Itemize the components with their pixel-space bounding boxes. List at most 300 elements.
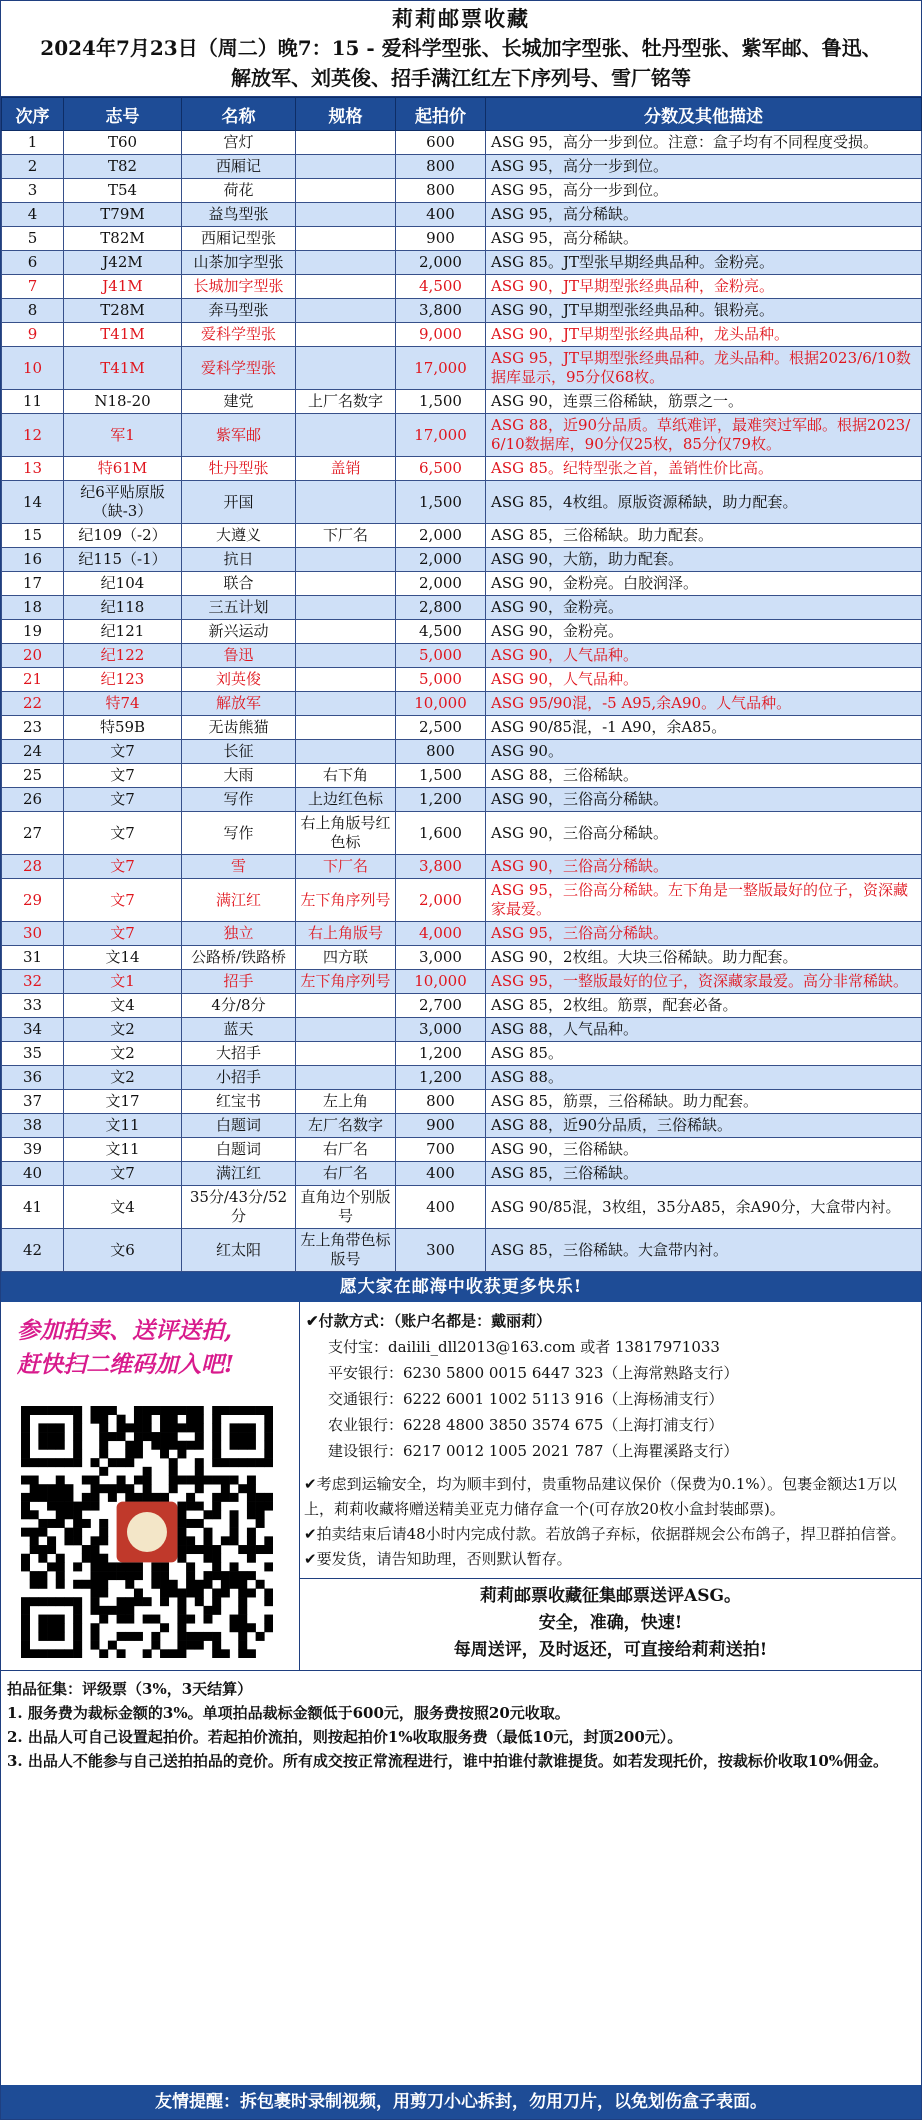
lot-description: ASG 95/90混，-5 A95,余A90。人气品种。 (486, 692, 922, 716)
promo-text (1, 1302, 299, 1382)
table-row (2, 740, 922, 764)
lot-start-price: 2,700 (396, 994, 486, 1018)
lot-number: 40 (2, 1162, 64, 1186)
shipping-notes (300, 1468, 921, 1572)
lot-code: 特61M (64, 457, 182, 481)
lot-spec: 左厂名数字 (296, 1114, 396, 1138)
lot-number: 21 (2, 668, 64, 692)
subtitle-line-2: 解放军、刘英俊、招手满江红左下序列号、雪厂铭等 (231, 66, 691, 90)
lot-start-price: 17,000 (396, 347, 486, 390)
lot-description: ASG 95，三俗高分稀缺。 (486, 922, 922, 946)
lot-name: 大雨 (182, 764, 296, 788)
lot-description: ASG 90，三俗高分稀缺。 (486, 788, 922, 812)
lot-spec (296, 1042, 396, 1066)
lot-spec (296, 323, 396, 347)
table-row (2, 131, 922, 155)
lot-spec (296, 155, 396, 179)
lot-number: 37 (2, 1090, 64, 1114)
note-item: ✔要发货，请告知助理，否则默认暂存。 (304, 1550, 572, 1568)
lot-code: 文11 (64, 1114, 182, 1138)
lot-spec (296, 548, 396, 572)
lot-name: 白题词 (182, 1138, 296, 1162)
lot-code: 文7 (64, 812, 182, 855)
lot-description: ASG 90，JT早期型张经典品种。银粉亮。 (486, 299, 922, 323)
lot-name: 写作 (182, 788, 296, 812)
lot-description: ASG 90，人气品种。 (486, 668, 922, 692)
info-section (1, 1302, 921, 1671)
table-row (2, 1090, 922, 1114)
consignment-line-1: 莉莉邮票收藏征集邮票送评ASG。 (480, 1586, 741, 1606)
lot-start-price: 400 (396, 1162, 486, 1186)
table-row (2, 299, 922, 323)
col-header-price: 起拍价 (396, 98, 486, 131)
lot-code: T60 (64, 131, 182, 155)
lot-start-price: 1,200 (396, 1066, 486, 1090)
lot-name: 雪 (182, 855, 296, 879)
consignment-line-2: 安全，准确，快速! (538, 1613, 683, 1633)
lot-name: 西厢记型张 (182, 227, 296, 251)
table-row (2, 1066, 922, 1090)
lot-description: ASG 90。 (486, 740, 922, 764)
lot-code: 文2 (64, 1066, 182, 1090)
lot-code: T54 (64, 179, 182, 203)
table-row (2, 994, 922, 1018)
lot-description: ASG 90/85混，3枚组，35分A85，余A90分，大盒带内衬。 (486, 1186, 922, 1229)
lot-code: 特59B (64, 716, 182, 740)
lot-number: 20 (2, 644, 64, 668)
lot-number: 4 (2, 203, 64, 227)
lot-number: 41 (2, 1186, 64, 1229)
lot-description: ASG 85。 (486, 1042, 922, 1066)
lot-name: 新兴运动 (182, 620, 296, 644)
lot-spec: 右上角版号 (296, 922, 396, 946)
table-row (2, 155, 922, 179)
lot-code: N18-20 (64, 390, 182, 414)
lot-name: 满江红 (182, 1162, 296, 1186)
lot-number: 11 (2, 390, 64, 414)
consignment-call (300, 1578, 921, 1670)
lot-start-price: 800 (396, 155, 486, 179)
table-header-row (2, 98, 922, 131)
lot-description: ASG 90，连票三俗稀缺，筋票之一。 (486, 390, 922, 414)
lot-name: 长征 (182, 740, 296, 764)
promo-line-1: 参加拍卖、送评送拍, (17, 1317, 233, 1344)
lot-start-price: 10,000 (396, 970, 486, 994)
subtitle-line-1: 2024年7月23日（周二）晚7：15 - 爱科学型张、长城加字型张、牡丹型张、紫军邮、鲁迅、 (40, 36, 882, 60)
lot-name: 红太阳 (182, 1229, 296, 1272)
lot-start-price: 2,000 (396, 524, 486, 548)
table-row (2, 812, 922, 855)
lot-description: ASG 85，筋票，三俗稀缺。助力配套。 (486, 1090, 922, 1114)
lot-spec (296, 414, 396, 457)
lot-name: 奔马型张 (182, 299, 296, 323)
lot-number: 12 (2, 414, 64, 457)
lot-spec: 直角边个别版号 (296, 1186, 396, 1229)
lot-number: 28 (2, 855, 64, 879)
lot-start-price: 400 (396, 1186, 486, 1229)
lot-start-price: 900 (396, 227, 486, 251)
lot-code: 文11 (64, 1138, 182, 1162)
lot-start-price: 1,600 (396, 812, 486, 855)
lot-name: 爱科学型张 (182, 347, 296, 390)
rule-item: 3. 出品人不能参与自己送拍拍品的竞价。所有成交按正常流程进行，谁中拍谁付款谁提货。如若发现托价，按裁标价收取10%佣金。 (7, 1752, 889, 1770)
lot-spec: 右厂名 (296, 1138, 396, 1162)
lot-description: ASG 88。 (486, 1066, 922, 1090)
lot-spec (296, 275, 396, 299)
lot-description: ASG 95，高分一步到位。注意：盒子均有不同程度受损。 (486, 131, 922, 155)
lot-start-price: 9,000 (396, 323, 486, 347)
lot-name: 蓝天 (182, 1018, 296, 1042)
lot-description: ASG 90，大筋，助力配套。 (486, 548, 922, 572)
lot-start-price: 2,000 (396, 251, 486, 275)
lot-start-price: 1,500 (396, 764, 486, 788)
lot-code: 纪121 (64, 620, 182, 644)
table-row (2, 1114, 922, 1138)
lot-start-price: 3,800 (396, 299, 486, 323)
lot-name: 联合 (182, 572, 296, 596)
lot-start-price: 800 (396, 1090, 486, 1114)
lot-name: 抗日 (182, 548, 296, 572)
lot-spec (296, 347, 396, 390)
lot-spec: 右厂名 (296, 1162, 396, 1186)
lot-name: 西厢记 (182, 155, 296, 179)
lot-spec: 左下角序列号 (296, 970, 396, 994)
table-row (2, 946, 922, 970)
lot-code: 文1 (64, 970, 182, 994)
lot-spec: 盖销 (296, 457, 396, 481)
lot-spec (296, 299, 396, 323)
lot-spec (296, 668, 396, 692)
lot-description: ASG 90，JT早期型张经典品种，金粉亮。 (486, 275, 922, 299)
col-header-code: 志号 (64, 98, 182, 131)
lot-code: 纪122 (64, 644, 182, 668)
lot-spec (296, 227, 396, 251)
lot-code: 纪115（-1） (64, 548, 182, 572)
lot-number: 17 (2, 572, 64, 596)
lot-description: ASG 90，三俗高分稀缺。 (486, 855, 922, 879)
table-row (2, 251, 922, 275)
lot-start-price: 10,000 (396, 692, 486, 716)
lot-name: 紫军邮 (182, 414, 296, 457)
lot-description: ASG 88，三俗稀缺。 (486, 764, 922, 788)
lot-name: 招手 (182, 970, 296, 994)
lot-code: 文7 (64, 879, 182, 922)
lot-name: 白题词 (182, 1114, 296, 1138)
lot-number: 33 (2, 994, 64, 1018)
table-row (2, 203, 922, 227)
table-row (2, 668, 922, 692)
col-header-spec: 规格 (296, 98, 396, 131)
lot-code: T41M (64, 347, 182, 390)
lot-spec (296, 131, 396, 155)
lot-code: 纪6平贴原版（缺-3） (64, 481, 182, 524)
lot-name: 宫灯 (182, 131, 296, 155)
col-header-desc: 分数及其他描述 (486, 98, 922, 131)
payment-line: 支付宝：dailili_dll2013@163.com 或者 13817971033 (328, 1338, 720, 1356)
lot-name: 益鸟型张 (182, 203, 296, 227)
payment-line: 交通银行：6222 6001 1002 5113 916（上海杨浦支行） (328, 1390, 724, 1408)
table-row (2, 457, 922, 481)
table-row (2, 1162, 922, 1186)
lot-number: 3 (2, 179, 64, 203)
table-row (2, 922, 922, 946)
lot-number: 34 (2, 1018, 64, 1042)
lot-spec (296, 644, 396, 668)
table-row (2, 788, 922, 812)
lot-spec (296, 994, 396, 1018)
lot-name: 公路桥/铁路桥 (182, 946, 296, 970)
lot-start-price: 1,200 (396, 1042, 486, 1066)
lot-code: J41M (64, 275, 182, 299)
lot-start-price: 1,500 (396, 481, 486, 524)
lot-name: 小招手 (182, 1066, 296, 1090)
lot-number: 16 (2, 548, 64, 572)
lot-name: 荷花 (182, 179, 296, 203)
lot-description: ASG 95，高分一步到位。 (486, 155, 922, 179)
lot-start-price: 1,200 (396, 788, 486, 812)
lot-description: ASG 90，JT早期型张经典品种，龙头品种。 (486, 323, 922, 347)
lot-number: 35 (2, 1042, 64, 1066)
lot-start-price: 2,000 (396, 548, 486, 572)
lot-number: 7 (2, 275, 64, 299)
lot-name: 大遵义 (182, 524, 296, 548)
lot-number: 42 (2, 1229, 64, 1272)
lot-description: ASG 95，一整版最好的位子，资深藏家最爱。高分非常稀缺。 (486, 970, 922, 994)
lot-number: 38 (2, 1114, 64, 1138)
lot-spec (296, 596, 396, 620)
lot-code: 军1 (64, 414, 182, 457)
payment-title: ✔付款方式：（账户名都是：戴丽莉） (306, 1312, 552, 1330)
lot-name: 建党 (182, 390, 296, 414)
lot-spec (296, 179, 396, 203)
lot-spec: 上边红色标 (296, 788, 396, 812)
lot-start-price: 4,500 (396, 620, 486, 644)
table-row (2, 1186, 922, 1229)
lot-spec (296, 203, 396, 227)
lot-description: ASG 88，人气品种。 (486, 1018, 922, 1042)
lot-number: 39 (2, 1138, 64, 1162)
lot-name: 爱科学型张 (182, 323, 296, 347)
lot-spec: 下厂名 (296, 524, 396, 548)
payment-line: 建设银行：6217 0012 1005 2021 787（上海瞿溪路支行） (328, 1442, 739, 1460)
lot-number: 25 (2, 764, 64, 788)
lots-table (1, 97, 922, 1272)
lot-start-price: 1,500 (396, 390, 486, 414)
table-row (2, 620, 922, 644)
table-row (2, 716, 922, 740)
lot-description: ASG 85，三俗稀缺。 (486, 1162, 922, 1186)
lot-number: 26 (2, 788, 64, 812)
lot-description: ASG 88，近90分品质。草纸难评，最难突过军邮。根据2023/6/10数据库，90分仅25枚，85分仅79枚。 (486, 414, 922, 457)
lot-spec (296, 740, 396, 764)
table-row (2, 970, 922, 994)
table-row (2, 347, 922, 390)
table-row (2, 572, 922, 596)
lot-spec (296, 1066, 396, 1090)
lot-name: 无齿熊猫 (182, 716, 296, 740)
lot-description: ASG 85。纪特型张之首，盖销性价比高。 (486, 457, 922, 481)
lot-number: 24 (2, 740, 64, 764)
lot-start-price: 800 (396, 179, 486, 203)
lot-name: 长城加字型张 (182, 275, 296, 299)
lot-code: 纪104 (64, 572, 182, 596)
page-title: 莉莉邮票收藏 (392, 6, 530, 31)
lot-code: 文7 (64, 1162, 182, 1186)
lot-name: 刘英俊 (182, 668, 296, 692)
lot-description: ASG 95，高分一步到位。 (486, 179, 922, 203)
table-row (2, 275, 922, 299)
lot-spec (296, 251, 396, 275)
lot-start-price: 2,000 (396, 572, 486, 596)
rules-title: 拍品征集：评级票（3%，3天结算） (7, 1680, 253, 1698)
lot-start-price: 3,000 (396, 946, 486, 970)
col-header-no: 次序 (2, 98, 64, 131)
lot-code: 纪109（-2） (64, 524, 182, 548)
lot-spec (296, 481, 396, 524)
lot-start-price: 3,000 (396, 1018, 486, 1042)
table-row (2, 390, 922, 414)
lot-name: 写作 (182, 812, 296, 855)
lot-start-price: 2,500 (396, 716, 486, 740)
rule-item: 1. 服务费为裁标金额的3%。单项拍品裁标金额低于600元，服务费按照20元收取。 (7, 1704, 570, 1722)
table-row (2, 1138, 922, 1162)
table-row (2, 548, 922, 572)
lot-number: 15 (2, 524, 64, 548)
lot-number: 2 (2, 155, 64, 179)
lot-description: ASG 95，JT早期型张经典品种。龙头品种。根据2023/6/10数据库显示，95分仅68枚。 (486, 347, 922, 390)
lot-description: ASG 85，4枚组。原版资源稀缺，助力配套。 (486, 481, 922, 524)
lot-code: 文17 (64, 1090, 182, 1114)
lot-number: 36 (2, 1066, 64, 1090)
lot-code: 文4 (64, 994, 182, 1018)
consignment-rules (1, 1671, 921, 1777)
promo-line-2: 赶快扫二维码加入吧! (17, 1351, 235, 1378)
lot-spec (296, 1018, 396, 1042)
lot-number: 18 (2, 596, 64, 620)
lot-number: 10 (2, 347, 64, 390)
lot-name: 牡丹型张 (182, 457, 296, 481)
lot-code: T79M (64, 203, 182, 227)
lot-code: 文7 (64, 855, 182, 879)
lot-spec: 下厂名 (296, 855, 396, 879)
lot-number: 31 (2, 946, 64, 970)
table-row (2, 692, 922, 716)
lot-name: 鲁迅 (182, 644, 296, 668)
lot-spec: 四方联 (296, 946, 396, 970)
lot-description: ASG 90，三俗高分稀缺。 (486, 812, 922, 855)
lot-description: ASG 95，三俗高分稀缺。左下角是一整版最好的位子，资深藏家最爱。 (486, 879, 922, 922)
lot-spec: 左下角序列号 (296, 879, 396, 922)
col-header-name: 名称 (182, 98, 296, 131)
lot-number: 30 (2, 922, 64, 946)
lot-start-price: 3,800 (396, 855, 486, 879)
lot-start-price: 800 (396, 740, 486, 764)
lot-start-price: 6,500 (396, 457, 486, 481)
lot-number: 14 (2, 481, 64, 524)
lot-spec (296, 716, 396, 740)
table-row (2, 481, 922, 524)
lot-code: 文7 (64, 764, 182, 788)
table-row (2, 524, 922, 548)
table-row (2, 764, 922, 788)
lot-code: 文7 (64, 740, 182, 764)
lot-number: 1 (2, 131, 64, 155)
lot-number: 22 (2, 692, 64, 716)
table-row (2, 414, 922, 457)
lot-code: 文2 (64, 1018, 182, 1042)
table-row (2, 879, 922, 922)
lot-spec (296, 572, 396, 596)
lot-description: ASG 95，高分稀缺。 (486, 227, 922, 251)
lot-code: 文7 (64, 922, 182, 946)
lot-code: 文4 (64, 1186, 182, 1229)
lot-start-price: 900 (396, 1114, 486, 1138)
lot-name: 开国 (182, 481, 296, 524)
lot-number: 9 (2, 323, 64, 347)
payment-panel (300, 1302, 921, 1670)
lot-number: 29 (2, 879, 64, 922)
lot-description: ASG 90，2枚组。大块三俗稀缺。助力配套。 (486, 946, 922, 970)
lot-spec: 左上角带色标版号 (296, 1229, 396, 1272)
lot-description: ASG 88，近90分品质，三俗稀缺。 (486, 1114, 922, 1138)
lot-description: ASG 90，金粉亮。 (486, 596, 922, 620)
lot-name: 独立 (182, 922, 296, 946)
lot-code: 纪123 (64, 668, 182, 692)
note-item: ✔考虑到运输安全，均为顺丰到付，贵重物品建议保价（保费为0.1%）。包裹金额达1万以上，莉莉收藏将赠送精美亚克力储存盒一个(可存放20枚小盒封装邮票)。 (304, 1475, 897, 1518)
lot-name: 解放军 (182, 692, 296, 716)
lot-description: ASG 85，三俗稀缺。大盒带内衬。 (486, 1229, 922, 1272)
lot-spec: 上厂名数字 (296, 390, 396, 414)
lot-start-price: 2,000 (396, 879, 486, 922)
lot-description: ASG 90，金粉亮。白胶润泽。 (486, 572, 922, 596)
lot-code: 文6 (64, 1229, 182, 1272)
lot-name: 山茶加字型张 (182, 251, 296, 275)
payment-info (300, 1302, 921, 1468)
lot-start-price: 300 (396, 1229, 486, 1272)
lot-number: 6 (2, 251, 64, 275)
qr-code-icon[interactable] (21, 1406, 273, 1658)
lot-name: 满江红 (182, 879, 296, 922)
lot-code: 文7 (64, 788, 182, 812)
lot-name: 红宝书 (182, 1090, 296, 1114)
table-row (2, 855, 922, 879)
lot-code: T82M (64, 227, 182, 251)
lot-spec: 右上角版号红色标 (296, 812, 396, 855)
lot-spec (296, 620, 396, 644)
lot-description: ASG 90，三俗稀缺。 (486, 1138, 922, 1162)
table-row (2, 1042, 922, 1066)
lot-code: T41M (64, 323, 182, 347)
payment-line: 平安银行：6230 5800 0015 6447 323（上海常熟路支行） (328, 1364, 739, 1382)
table-row (2, 644, 922, 668)
lot-spec: 左上角 (296, 1090, 396, 1114)
header (1, 1, 921, 97)
lot-name: 35分/43分/52分 (182, 1186, 296, 1229)
lot-number: 5 (2, 227, 64, 251)
lot-start-price: 2,800 (396, 596, 486, 620)
lot-start-price: 5,000 (396, 644, 486, 668)
lot-start-price: 4,500 (396, 275, 486, 299)
lot-name: 大招手 (182, 1042, 296, 1066)
table-row (2, 227, 922, 251)
lot-code: 文2 (64, 1042, 182, 1066)
lot-description: ASG 90/85混，-1 A90，余A85。 (486, 716, 922, 740)
lot-number: 19 (2, 620, 64, 644)
lot-code: T28M (64, 299, 182, 323)
lot-description: ASG 85。JT型张早期经典品种。金粉亮。 (486, 251, 922, 275)
lot-code: 纪118 (64, 596, 182, 620)
table-row (2, 323, 922, 347)
